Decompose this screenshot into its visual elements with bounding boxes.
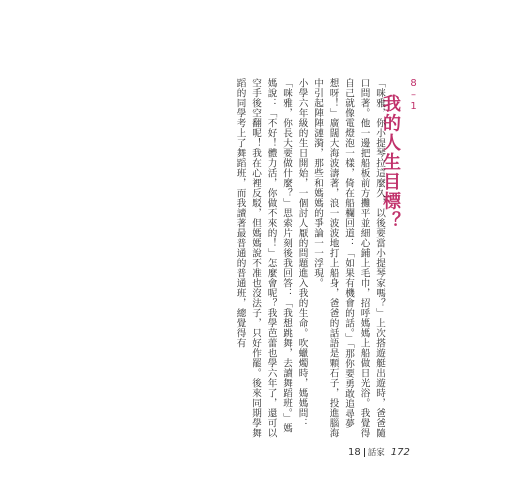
body-text	[232, 78, 387, 438]
series-name: 話家	[367, 448, 385, 458]
page-number: 172	[390, 447, 410, 458]
chapter-number: 8–1	[408, 78, 419, 113]
paragraph: 「咪雅，你小提琴拉這麼久，以後要當小提琴家嗎？」上次搭遊艇出遊時，爸爸隨口問著。他一邊把船板前方攤平並細心鋪上毛巾，招呼媽媽上船做日光浴。我覺得自己就像電燈泡一樣，倚在船欄回道：「如果有機會的話。」「那你要勇敢追尋夢想呀！」廣闊大海波濤著，浪一波波地打上船身，爸爸的話語是顆石子，投進腦海中引起陣陣漣漪，那些和媽媽的爭論一一浮現。	[312, 78, 385, 438]
chapter-title: 我的人生目標？	[380, 94, 401, 231]
series-number: 18	[348, 447, 361, 458]
page-footer	[348, 446, 410, 458]
paragraph: 小學六年級的生日開始，一個討人厭的問題進入我的生命。吹蠟燭時，媽媽問：「咪雅，你長大要做什麼？」思索片刻後我回答：「我想跳舞，去讀舞蹈班。」媽媽說：「不好！體力活，你做不來的！」怎麼會呢？我學芭蕾也學六年了，還可以空手後空翻呢！我在心裡反駁，但媽媽說不准也沒法子，只好作罷。後來同期學舞蹈的同學考上了舞蹈班，而我讀著最普通的普通班，總覺得有	[234, 78, 308, 438]
footer-divider	[364, 448, 365, 457]
